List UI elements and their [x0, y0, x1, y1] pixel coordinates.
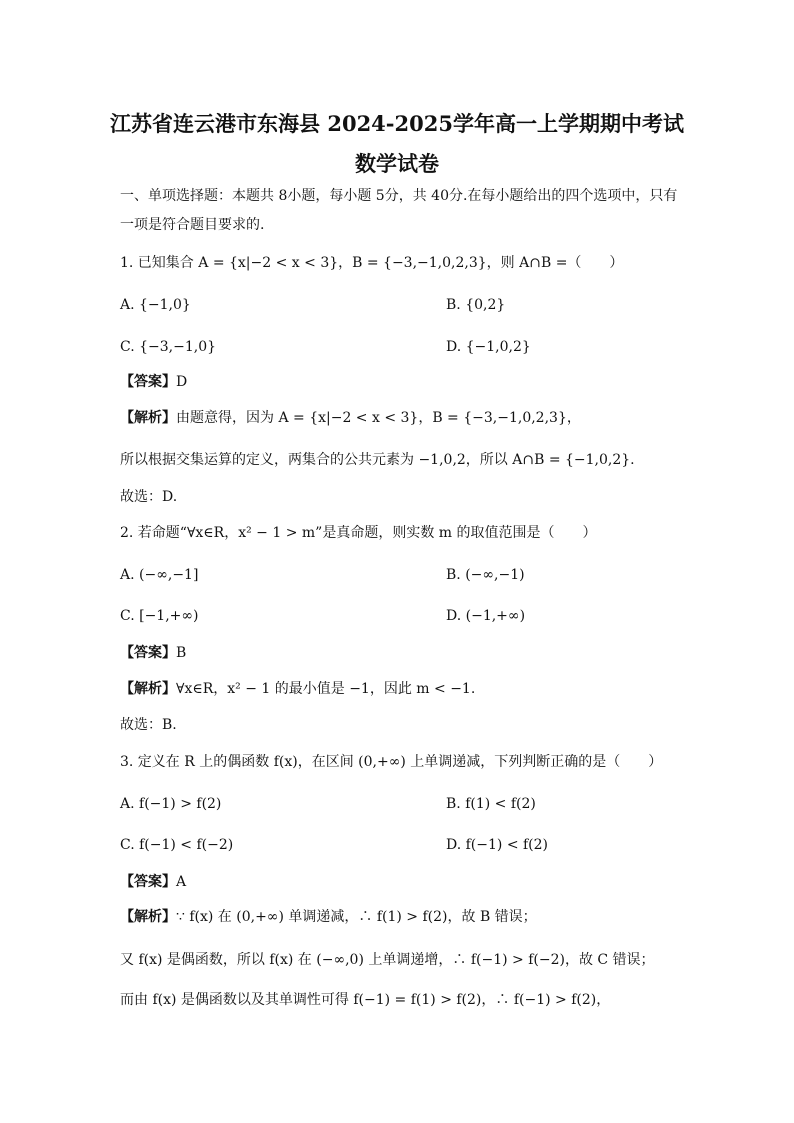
- question-3-analysis-line-1: [120, 907, 537, 927]
- analysis-label: 【解析】: [120, 681, 176, 697]
- question-2-analysis-line-1: [120, 679, 475, 699]
- question-2-option-c: C. [−1,+∞): [120, 608, 199, 624]
- answer-label: 【答案】: [120, 874, 176, 890]
- answer-label: 【答案】: [120, 645, 176, 661]
- question-2-answer: [120, 643, 186, 663]
- analysis-text: 由题意得，因为 A = {x|−2 < x < 3}，B = {−3,−1,0,2,3}，: [176, 410, 581, 426]
- question-1-option-b: B. {0,2}: [446, 297, 506, 313]
- question-2-option-b: B. (−∞,−1): [446, 567, 525, 583]
- question-3-analysis-line-3: 而由 f(x) 是偶函数以及其单调性可得 f(−1) = f(1) > f(2)，∴ f(−1) > f(2)，: [120, 992, 611, 1008]
- question-1-analysis-line-3: 故选：D.: [120, 489, 178, 505]
- analysis-text: ∵ f(x) 在 (0,+∞) 单调递减，∴ f(1) > f(2)，故 B 错误；: [176, 909, 537, 925]
- question-1-stem: 1. 已知集合 A = {x|−2 < x < 3}，B = {−3,−1,0,2,3}，则 A∩B =（ ）: [120, 255, 624, 271]
- question-3-analysis-line-2: 又 f(x) 是偶函数，所以 f(x) 在 (−∞,0) 上单调递增，∴ f(−1) > f(−2)，故 C 错误；: [120, 952, 655, 968]
- answer-value: B: [176, 645, 187, 661]
- question-2-option-d: D. (−1,+∞): [446, 608, 526, 624]
- analysis-label: 【解析】: [120, 909, 176, 925]
- question-1-option-d: D. {−1,0,2}: [446, 339, 531, 355]
- question-3-stem: 3. 定义在 R 上的偶函数 f(x)，在区间 (0,+∞) 上单调递减，下列判断正确的是（ ）: [120, 754, 663, 770]
- answer-value: A: [176, 874, 187, 890]
- question-3-option-b: B. f(1) < f(2): [446, 796, 536, 812]
- question-1-option-a: A. {−1,0}: [120, 297, 191, 313]
- question-3-option-a: A. f(−1) > f(2): [120, 796, 222, 812]
- question-1-option-c: C. {−3,−1,0}: [120, 339, 217, 355]
- question-1-answer: [120, 372, 187, 392]
- exam-subtitle: 数学试卷: [355, 151, 439, 176]
- question-3-option-c: C. f(−1) < f(−2): [120, 837, 234, 853]
- exam-title: 江苏省连云港市东海县 2024-2025学年高一上学期期中考试: [110, 111, 684, 136]
- question-2-option-a: A. (−∞,−1]: [120, 567, 199, 583]
- analysis-text: ∀x∈R，x² − 1 的最小值是 −1，因此 m < −1.: [176, 681, 476, 697]
- question-1-analysis-line-2: 所以根据交集运算的定义，两集合的公共元素为 −1,0,2，所以 A∩B = {−1,0,2}.: [120, 452, 635, 468]
- question-3-option-d: D. f(−1) < f(2): [446, 837, 549, 853]
- question-3-answer: [120, 872, 186, 892]
- question-1-analysis-line-1: [120, 408, 581, 428]
- answer-label: 【答案】: [120, 374, 176, 390]
- question-2-stem: 2. 若命题“∀x∈R，x² − 1 > m”是真命题，则实数 m 的取值范围是（ ）: [120, 525, 597, 541]
- question-2-analysis-line-2: 故选：B.: [120, 717, 177, 733]
- section-instruction-line-2: 一项是符合题目要求的.: [120, 217, 265, 233]
- analysis-label: 【解析】: [120, 410, 176, 426]
- answer-value: D: [176, 374, 188, 390]
- section-instruction-line-1: 一、单项选择题：本题共 8小题，每小题 5分，共 40分.在每小题给出的四个选项中，只有: [120, 188, 678, 204]
